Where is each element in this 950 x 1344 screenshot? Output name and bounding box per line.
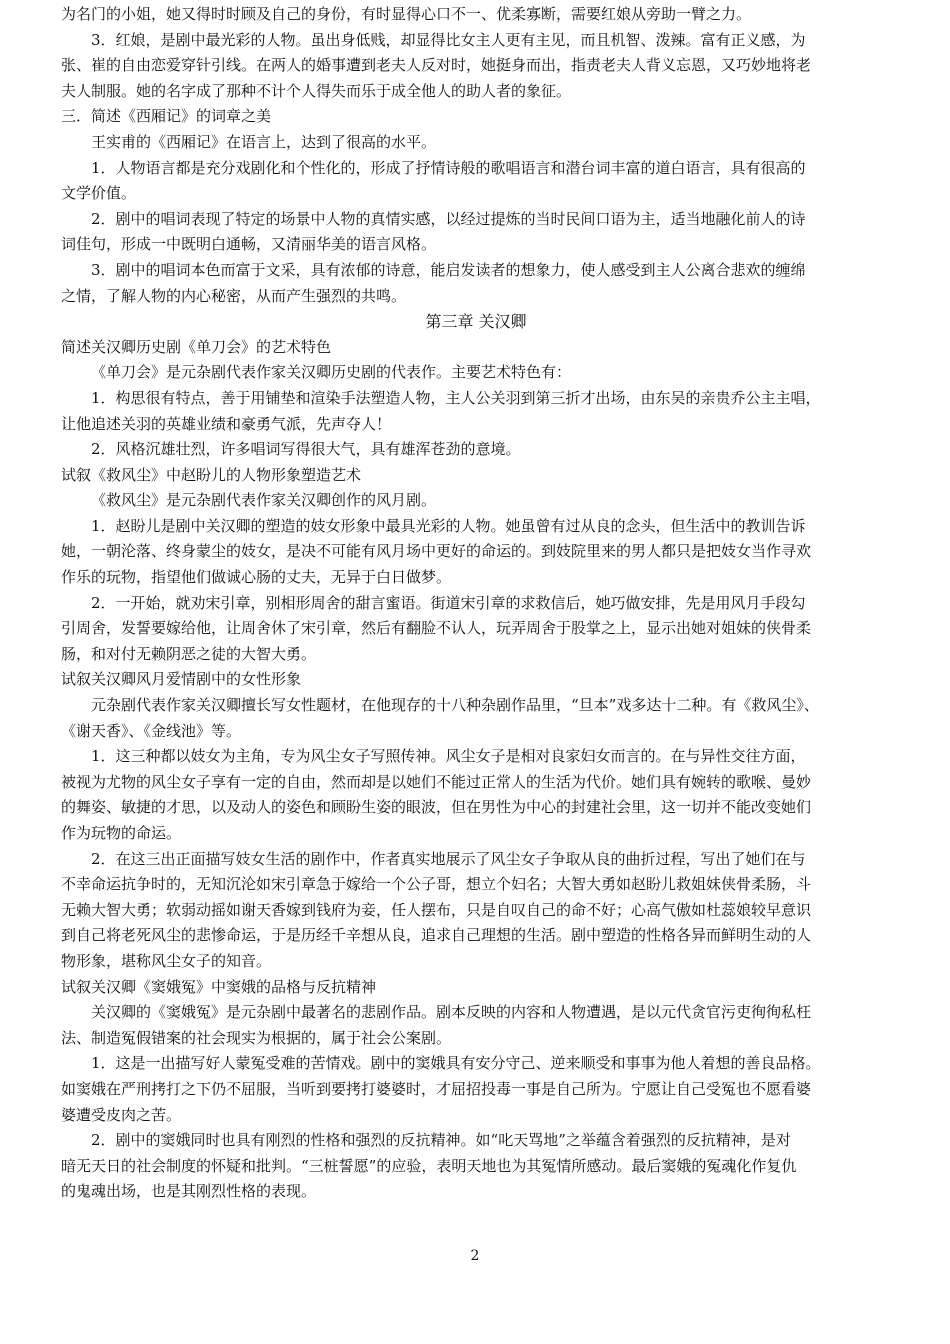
text-line: 3．红娘，是剧中最光彩的人物。虽出身低贱，却显得比女主人更有主见，而且机智、泼辣。富有正义感，为 <box>91 30 806 49</box>
text-line: 作为玩物的命运。 <box>61 824 182 842</box>
text-line: 2．剧中的窦娥同时也具有刚烈的性格和强烈的反抗精神。如“叱天骂地”之举蕴含着强烈的反抗精神，是对 <box>91 1131 791 1150</box>
text-line: 的舞姿、敏捷的才思，以及动人的姿色和顾盼生姿的眼波，但在男性为中心的封建社会里，这一切并不能改变她们 <box>61 798 812 817</box>
text-line: 关汉卿的《窦娥冤》是元杂剧中最著名的悲剧作品。剧本反映的内容和人物遭遇，是以元代贪官污吏徇徇私枉 <box>91 1003 812 1022</box>
text-line: 2．风格沉雄壮烈，许多唱词写得很大气，具有雄浑苍劲的意境。 <box>91 440 521 459</box>
section-heading: 简述关汉卿历史剧《单刀会》的艺术特色 <box>61 337 332 356</box>
text-line: 为名门的小姐，她又得时时顾及自己的身份，有时显得心口不一、优柔寡断，需要红娘从旁助一臂之力。 <box>61 5 752 23</box>
text-line: 张、崔的自由恋爱穿针引线。在两人的婚事遭到老夫人反对时，她挺身而出，指责老夫人背义忘恩，又巧妙地将老 <box>61 56 812 75</box>
section-heading: 试叙关汉卿风月爱情剧中的女性形象 <box>61 670 302 689</box>
text-line: 文学价值。 <box>61 184 137 203</box>
text-line: 《救风尘》是元杂剧代表作家关汉卿创作的风月剧。 <box>91 491 437 510</box>
text-line: 无赖大智大勇；软弱动摇如谢天香嫁到钱府为妾，任人摆布，只是自叹自己的命不好；心高气傲如杜蕊娘较早意识 <box>61 900 812 919</box>
text-line: 她，一朝沦落、终身蒙尘的妓女，是决不可能有风月场中更好的命运的。到妓院里来的男人都只是把妓女当作寻欢 <box>61 542 812 561</box>
page-number: 2 <box>470 1248 480 1264</box>
text-line: 1．赵盼儿是剧中关汉卿的塑造的妓女形象中最具光彩的人物。她虽曾有过从良的念头，但生活中的教训告诉 <box>91 516 806 535</box>
text-line: 物形象，堪称风尘女子的知音。 <box>61 951 272 970</box>
text-line: 法、制造冤假错案的社会现实为根据的，属于社会公案剧。 <box>61 1028 452 1047</box>
page-body <box>61 2 891 1205</box>
text-line: 如窦娥在严刑拷打之下仍不屈服，当听到要拷打婆婆时，才屈招投毒一事是自己所为。宁愿让自己受冤也不愿看婆 <box>61 1079 812 1098</box>
text-line: 夫人制服。她的名字成了那种不计个人得失而乐于成全他人的助人者的象征。 <box>61 81 572 100</box>
text-line: 引周舍，发誓要嫁给他，让周舍休了宋引章，然后有翻脸不认人，玩弄周舍于股掌之上，显示出她对姐妹的侠骨柔 <box>61 619 812 638</box>
text-line: 1．这是一出描写好人蒙冤受难的苦情戏。剧中的窦娥具有安分守己、逆来顺受和事事为他人着想的善良品格。 <box>91 1054 821 1073</box>
section-heading: 三．简述《西厢记》的词章之美 <box>61 107 272 126</box>
text-line: 《单刀会》是元杂剧代表作家关汉卿历史剧的代表作。主要艺术特色有： <box>91 363 572 382</box>
text-line: 元杂剧代表作家关汉卿擅长写女性题材，在他现存的十八种杂剧作品里，“旦本”戏多达十二种。有《救风尘》、 <box>91 696 819 715</box>
text-line: 的鬼魂出场，也是其刚烈性格的表现。 <box>61 1182 317 1201</box>
text-line: 王实甫的《西厢记》在语言上，达到了很高的水平。 <box>91 132 437 151</box>
text-line: 1．构思很有特点，善于用铺垫和渲染手法塑造人物，主人公关羽到第三折才出场，由东吴的亲贵乔公主主唱， <box>91 388 821 407</box>
text-line: 暗无天日的社会制度的怀疑和批判。“三桩誓愿”的应验，表明天地也为其冤情所感动。最后窦娥的冤魂化作复仇 <box>61 1156 797 1175</box>
text-line: 婆遭受皮肉之苦。 <box>61 1105 182 1124</box>
section-heading: 试叙关汉卿《窦娥冤》中窦娥的品格与反抗精神 <box>61 977 377 996</box>
text-line: 2．在这三出正面描写妓女生活的剧作中，作者真实地展示了风尘女子争取从良的曲折过程，写出了她们在与 <box>91 849 806 868</box>
text-line: 1．人物语言都是充分戏剧化和个性化的，形成了抒情诗般的歌唱语言和潜台词丰富的道白语言，具有很高的 <box>91 158 806 177</box>
section-heading: 试叙《救风尘》中赵盼儿的人物形象塑造艺术 <box>61 465 362 484</box>
chapter-title: 第三章 关汉卿 <box>425 312 527 332</box>
text-line: 不幸命运抗争时的，无知沉沦如宋引章急于嫁给一个公子哥，想立个妇名；大智大勇如赵盼儿救姐妹侠骨柔肠，斗 <box>61 875 812 894</box>
text-line: 《谢天香》、《金线池》等。 <box>61 721 242 740</box>
text-line: 让他追述关羽的英雄业绩和豪勇气派，先声夺人！ <box>61 414 392 433</box>
text-line: 1．这三种都以妓女为主角，专为风尘女子写照传神。风尘女子是相对良家妇女而言的。在与异性交往方面， <box>91 747 806 766</box>
text-line: 到自己将老死风尘的悲惨命运，于是历经千辛想从良，追求自己理想的生活。剧中塑造的性格各异而鲜明生动的人 <box>61 926 812 945</box>
text-line: 2．一开始，就劝宋引章，别相形周舍的甜言蜜语。街道宋引章的求救信后，她巧做安排，先是用风月手段勾 <box>91 593 806 612</box>
text-line: 3．剧中的唱词本色而富于文采，具有浓郁的诗意，能启发读者的想象力，使人感受到主人公离合悲欢的缠绵 <box>91 260 806 279</box>
text-line: 肠，和对付无赖阴恶之徒的大智大勇。 <box>61 644 317 663</box>
text-line: 之情，了解人物的内心秘密，从而产生强烈的共鸣。 <box>61 286 407 305</box>
text-line: 2．剧中的唱词表现了特定的场景中人物的真情实感，以经过提炼的当时民间口语为主，适当地融化前人的诗 <box>91 209 806 228</box>
text-line: 作乐的玩物，指望他们做诚心肠的丈夫，无异于白日做梦。 <box>61 568 452 587</box>
text-line: 被视为尤物的风尘女子享有一定的自由，然而却是以她们不能过正常人的生活为代价。她们具有婉转的歌喉、曼妙 <box>61 772 812 791</box>
text-line: 词佳句，形成一中既明白通畅，又清丽华美的语言风格。 <box>61 235 437 254</box>
